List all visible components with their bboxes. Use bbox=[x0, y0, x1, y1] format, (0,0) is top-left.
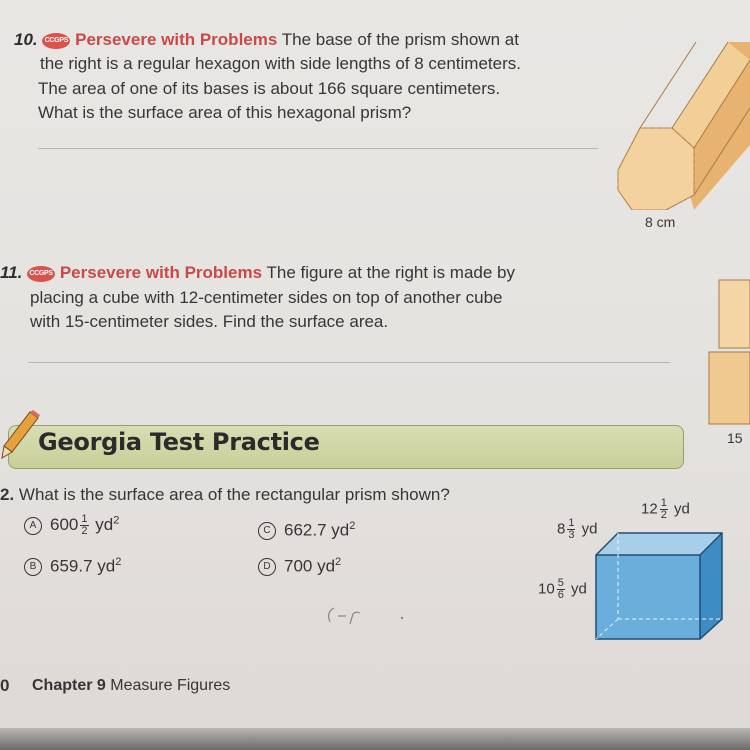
option-value: 700 yd bbox=[284, 556, 336, 576]
question-number: 2. bbox=[0, 485, 15, 504]
question-11-line-2: placing a cube with 12-centimeter sides on top of another cube bbox=[30, 288, 503, 307]
question-10-line-2: the right is a regular hexagon with side lengths of 8 centimeters. bbox=[40, 54, 521, 73]
question-heading: Persevere with Problems bbox=[75, 30, 278, 49]
question-text-line: The figure at the right is made by bbox=[266, 263, 516, 282]
chapter-label: Chapter 9 bbox=[32, 677, 106, 694]
section-title: Georgia Test Practice bbox=[38, 428, 320, 456]
answer-option-b[interactable]: B 659.7 $yd^2$ bbox=[24, 556, 121, 577]
rectangular-prism-figure bbox=[590, 525, 730, 645]
question-number: 11. bbox=[0, 263, 23, 282]
dimension-width: 8 $\frac{1}{3}$ yd bbox=[557, 517, 598, 541]
option-unit: yd bbox=[95, 514, 114, 534]
ccgps-badge: CCGPS bbox=[27, 266, 55, 282]
answer-line bbox=[38, 148, 598, 149]
question-10-line-4: What is the surface area of this hexagonal prism? bbox=[38, 103, 412, 122]
option-letter: D bbox=[258, 558, 276, 576]
question-text: What is the surface area of the rectangular prism shown? bbox=[18, 485, 450, 504]
fraction: $\frac{1}{2}$ bbox=[81, 513, 88, 537]
question-10-line-3: The area of one of its bases is about 166 square centimeters. bbox=[38, 79, 501, 98]
question-2 bbox=[0, 483, 450, 506]
question-text-line: The base of the prism shown at bbox=[281, 30, 519, 49]
option-value: 662.7 yd bbox=[284, 520, 350, 540]
stacked-cubes-figure bbox=[705, 270, 750, 430]
chapter-title: Measure Figures bbox=[110, 677, 231, 694]
page-bottom-edge bbox=[0, 728, 750, 750]
figure-label-15: 15 bbox=[727, 430, 743, 446]
figure-label-8cm: 8 cm bbox=[645, 214, 676, 230]
option-letter: C bbox=[258, 522, 276, 540]
question-number: 10. bbox=[14, 30, 38, 49]
hexagonal-prism-figure bbox=[610, 20, 750, 210]
option-value: 659.7 yd bbox=[50, 556, 116, 576]
answer-option-d[interactable]: D 700 $yd^2$ bbox=[258, 556, 341, 577]
question-heading: Persevere with Problems bbox=[59, 263, 263, 282]
answer-option-a[interactable]: A 600 $\frac{1}{2}$ $yd^2$ bbox=[24, 514, 119, 537]
chapter-footer bbox=[32, 677, 230, 695]
option-letter: B bbox=[24, 558, 42, 576]
question-11 bbox=[0, 261, 515, 284]
pencil-icon bbox=[0, 410, 40, 460]
answer-option-c[interactable]: C 662.7 $yd^2$ bbox=[258, 520, 355, 541]
handwritten-scribble bbox=[320, 600, 415, 630]
question-11-line-3: with 15-centimeter sides. Find the surface area. bbox=[30, 312, 389, 331]
dimension-length: 12 $\frac{1}{2}$ yd bbox=[641, 497, 690, 521]
dimension-height: 10 $\frac{5}{6}$ yd bbox=[538, 577, 587, 601]
ccgps-badge: CCGPS bbox=[42, 33, 70, 49]
option-value: 600 bbox=[50, 514, 79, 534]
answer-line bbox=[28, 362, 670, 363]
page-number: 0 bbox=[0, 676, 10, 695]
option-letter: A bbox=[24, 517, 42, 535]
question-10 bbox=[14, 28, 519, 51]
